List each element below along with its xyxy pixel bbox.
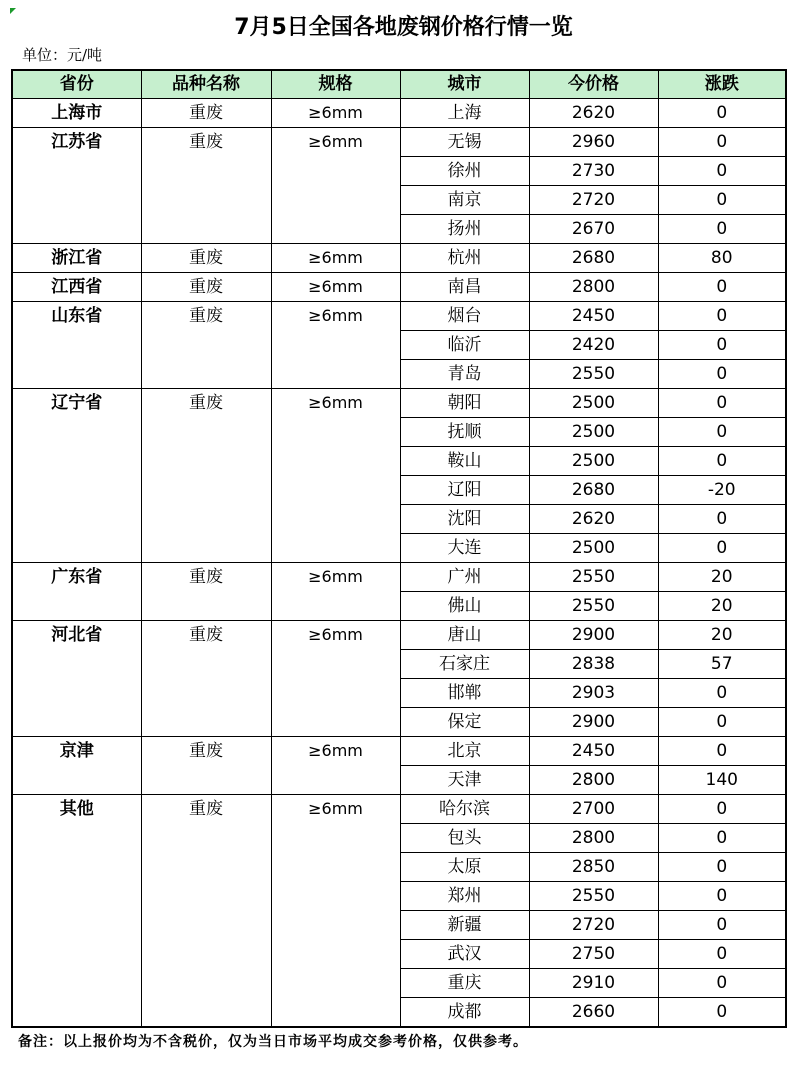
change-cell: -20 xyxy=(658,476,786,505)
page-title: 7月5日全国各地废钢价格行情一览 xyxy=(234,15,573,40)
city-cell: 广州 xyxy=(400,563,529,592)
change-cell: 57 xyxy=(658,650,786,679)
price-cell: 2903 xyxy=(529,679,658,708)
change-cell: 0 xyxy=(658,737,786,766)
spec-text: ≥6mm xyxy=(308,567,363,586)
spec-text: ≥6mm xyxy=(308,625,363,644)
header-kind: 品种名称 xyxy=(141,70,271,99)
price-cell: 2750 xyxy=(529,940,658,969)
price-cell: 2500 xyxy=(529,418,658,447)
table-row xyxy=(12,621,786,650)
price-cell: 2660 xyxy=(529,998,658,1028)
city-cell: 保定 xyxy=(400,708,529,737)
price-cell: 2850 xyxy=(529,853,658,882)
province-cell: 江西省 xyxy=(12,273,141,302)
change-cell: 80 xyxy=(658,244,786,273)
price-cell: 2620 xyxy=(529,99,658,128)
province-cell: 其他 xyxy=(12,795,141,1028)
header-province: 省份 xyxy=(12,70,141,99)
spec-text: ≥6mm xyxy=(308,132,363,151)
change-cell: 0 xyxy=(658,679,786,708)
price-cell: 2450 xyxy=(529,302,658,331)
change-cell: 0 xyxy=(658,505,786,534)
table-row xyxy=(12,99,786,128)
change-cell: 0 xyxy=(658,534,786,563)
table-row xyxy=(12,273,786,302)
change-cell: 0 xyxy=(658,360,786,389)
price-cell: 2550 xyxy=(529,592,658,621)
kind-cell: 重废 xyxy=(141,273,271,302)
price-cell: 2550 xyxy=(529,563,658,592)
city-cell: 上海 xyxy=(400,99,529,128)
change-cell: 0 xyxy=(658,969,786,998)
table-row xyxy=(12,737,786,766)
change-cell: 0 xyxy=(658,824,786,853)
table-row xyxy=(12,795,786,824)
price-cell: 2730 xyxy=(529,157,658,186)
change-cell: 0 xyxy=(658,447,786,476)
city-cell: 大连 xyxy=(400,534,529,563)
spec-cell xyxy=(271,302,400,389)
change-cell: 0 xyxy=(658,795,786,824)
spec-cell xyxy=(271,389,400,563)
province-cell: 京津 xyxy=(12,737,141,795)
city-cell: 南京 xyxy=(400,186,529,215)
header-city: 城市 xyxy=(400,70,529,99)
kind-cell: 重废 xyxy=(141,563,271,621)
header-price: 今价格 xyxy=(529,70,658,99)
city-cell: 扬州 xyxy=(400,215,529,244)
spec-cell xyxy=(271,273,400,302)
province-cell: 上海市 xyxy=(12,99,141,128)
change-cell: 0 xyxy=(658,911,786,940)
change-cell: 0 xyxy=(658,389,786,418)
province-cell: 河北省 xyxy=(12,621,141,737)
city-cell: 辽阳 xyxy=(400,476,529,505)
price-cell: 2900 xyxy=(529,621,658,650)
spec-text: ≥6mm xyxy=(308,103,363,122)
price-cell: 2500 xyxy=(529,534,658,563)
price-cell: 2680 xyxy=(529,476,658,505)
city-cell: 南昌 xyxy=(400,273,529,302)
province-cell: 辽宁省 xyxy=(12,389,141,563)
price-cell: 2680 xyxy=(529,244,658,273)
unit-label: 单位：元/吨 xyxy=(22,46,103,64)
city-cell: 朝阳 xyxy=(400,389,529,418)
city-cell: 新疆 xyxy=(400,911,529,940)
city-cell: 临沂 xyxy=(400,331,529,360)
city-cell: 武汉 xyxy=(400,940,529,969)
price-cell: 2720 xyxy=(529,911,658,940)
price-cell: 2910 xyxy=(529,969,658,998)
price-cell: 2838 xyxy=(529,650,658,679)
change-cell: 20 xyxy=(658,621,786,650)
spec-text: ≥6mm xyxy=(308,306,363,325)
city-cell: 鞍山 xyxy=(400,447,529,476)
kind-cell: 重废 xyxy=(141,737,271,795)
kind-cell: 重废 xyxy=(141,795,271,1028)
city-cell: 杭州 xyxy=(400,244,529,273)
table-body xyxy=(12,99,786,1028)
spec-cell xyxy=(271,563,400,621)
city-cell: 抚顺 xyxy=(400,418,529,447)
province-cell: 广东省 xyxy=(12,563,141,621)
price-table xyxy=(11,69,787,1028)
price-cell: 2800 xyxy=(529,273,658,302)
city-cell: 重庆 xyxy=(400,969,529,998)
price-cell: 2670 xyxy=(529,215,658,244)
price-cell: 2900 xyxy=(529,708,658,737)
change-cell: 0 xyxy=(658,128,786,157)
change-cell: 0 xyxy=(658,418,786,447)
header-change: 涨跌 xyxy=(658,70,786,99)
city-cell: 青岛 xyxy=(400,360,529,389)
kind-cell: 重废 xyxy=(141,128,271,244)
kind-cell: 重废 xyxy=(141,244,271,273)
change-cell: 0 xyxy=(658,273,786,302)
change-cell: 0 xyxy=(658,302,786,331)
price-cell: 2500 xyxy=(529,447,658,476)
kind-cell: 重废 xyxy=(141,621,271,737)
spec-text: ≥6mm xyxy=(308,799,363,818)
price-cell: 2800 xyxy=(529,824,658,853)
price-cell: 2550 xyxy=(529,882,658,911)
spec-cell xyxy=(271,621,400,737)
city-cell: 唐山 xyxy=(400,621,529,650)
change-cell: 0 xyxy=(658,940,786,969)
change-cell: 20 xyxy=(658,592,786,621)
spec-cell xyxy=(271,244,400,273)
province-cell: 江苏省 xyxy=(12,128,141,244)
spec-text: ≥6mm xyxy=(308,741,363,760)
kind-cell: 重废 xyxy=(141,302,271,389)
city-cell: 成都 xyxy=(400,998,529,1028)
price-cell: 2420 xyxy=(529,331,658,360)
change-cell: 0 xyxy=(658,853,786,882)
change-cell: 20 xyxy=(658,563,786,592)
city-cell: 天津 xyxy=(400,766,529,795)
price-cell: 2700 xyxy=(529,795,658,824)
spec-cell xyxy=(271,737,400,795)
province-cell: 浙江省 xyxy=(12,244,141,273)
table-row xyxy=(12,244,786,273)
city-cell: 包头 xyxy=(400,824,529,853)
price-cell: 2620 xyxy=(529,505,658,534)
table-row xyxy=(12,389,786,418)
city-cell: 北京 xyxy=(400,737,529,766)
change-cell: 0 xyxy=(658,708,786,737)
table-header-row xyxy=(12,70,786,99)
price-cell: 2720 xyxy=(529,186,658,215)
kind-cell: 重废 xyxy=(141,389,271,563)
change-cell: 0 xyxy=(658,215,786,244)
table-row xyxy=(12,302,786,331)
table-row xyxy=(12,563,786,592)
table-row xyxy=(12,128,786,157)
city-cell: 石家庄 xyxy=(400,650,529,679)
change-cell: 0 xyxy=(658,331,786,360)
spec-cell xyxy=(271,128,400,244)
change-cell: 140 xyxy=(658,766,786,795)
price-cell: 2450 xyxy=(529,737,658,766)
city-cell: 沈阳 xyxy=(400,505,529,534)
city-cell: 佛山 xyxy=(400,592,529,621)
price-cell: 2500 xyxy=(529,389,658,418)
price-cell: 2800 xyxy=(529,766,658,795)
city-cell: 徐州 xyxy=(400,157,529,186)
change-cell: 0 xyxy=(658,99,786,128)
city-cell: 哈尔滨 xyxy=(400,795,529,824)
change-cell: 0 xyxy=(658,157,786,186)
spec-cell xyxy=(271,795,400,1028)
header-spec: 规格 xyxy=(271,70,400,99)
city-cell: 太原 xyxy=(400,853,529,882)
spec-cell xyxy=(271,99,400,128)
city-cell: 邯郸 xyxy=(400,679,529,708)
price-cell: 2550 xyxy=(529,360,658,389)
change-cell: 0 xyxy=(658,882,786,911)
footnote: 备注：以上报价均为不含税价，仅为当日市场平均成交参考价格，仅供参考。 xyxy=(18,1034,528,1050)
spec-text: ≥6mm xyxy=(308,393,363,412)
spec-text: ≥6mm xyxy=(308,277,363,296)
city-cell: 烟台 xyxy=(400,302,529,331)
city-cell: 郑州 xyxy=(400,882,529,911)
change-cell: 0 xyxy=(658,186,786,215)
price-cell: 2960 xyxy=(529,128,658,157)
province-cell: 山东省 xyxy=(12,302,141,389)
kind-cell: 重废 xyxy=(141,99,271,128)
change-cell: 0 xyxy=(658,998,786,1028)
spec-text: ≥6mm xyxy=(308,248,363,267)
city-cell: 无锡 xyxy=(400,128,529,157)
